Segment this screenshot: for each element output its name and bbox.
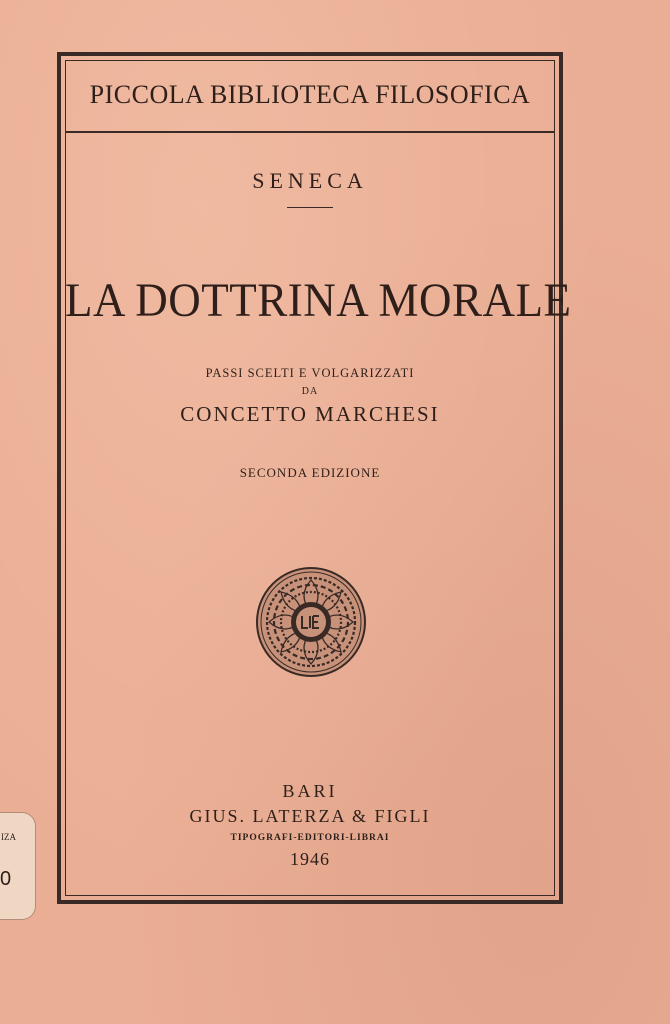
book-subtitle: PASSI SCELTI E VOLGARIZZATI (205, 366, 415, 380)
by-label: DA (301, 386, 319, 397)
library-sticker (0, 812, 36, 920)
library-sticker-number: 0 (0, 868, 12, 890)
edition-label: SECONDA EDIZIONE (239, 465, 381, 480)
publisher-trade: TIPOGRAFI-EDITORI-LIBRAI (230, 833, 390, 843)
publisher-name: GIUS. LATERZA & FIGLI (189, 806, 431, 826)
publication-year: 1946 (290, 849, 330, 869)
author-underline (287, 207, 333, 208)
translator-name: CONCETTO MARCHESI (180, 402, 440, 426)
author-name: SENECA (252, 168, 368, 193)
series-divider (65, 131, 555, 133)
series-title: PICCOLA BIBLIOTECA FILOSOFICA (89, 80, 531, 109)
library-sticker-text: IZA (1, 832, 16, 842)
publisher-city: BARI (282, 781, 338, 801)
publisher-seal-icon (255, 566, 367, 678)
book-title: LA DOTTRINA MORALE (65, 273, 572, 327)
